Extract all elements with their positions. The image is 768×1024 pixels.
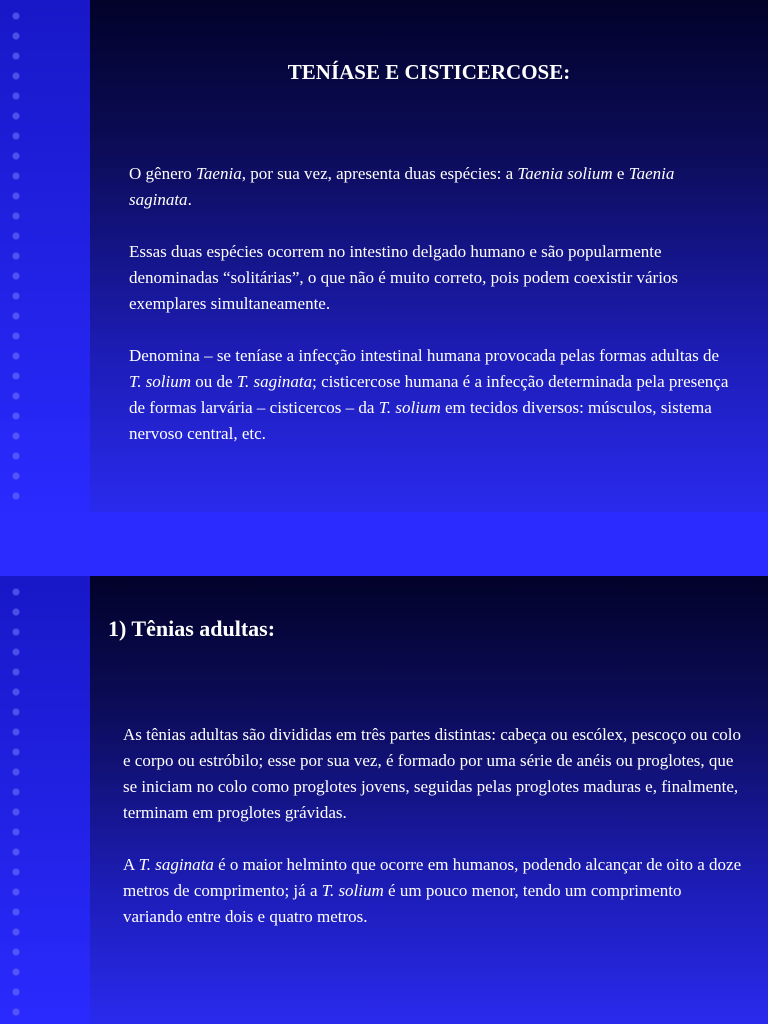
paragraph-genus: O gênero Taenia, por sua vez, apresenta duas espécies: a Taenia solium e Taenia saginata. xyxy=(129,164,675,209)
dot-pattern xyxy=(6,582,26,1024)
slide-2 xyxy=(0,512,768,1024)
slide-separator xyxy=(0,512,768,576)
slide-body xyxy=(129,161,729,473)
slide-title: 1) Tênias adultas: xyxy=(108,616,276,641)
paragraph-size: A T. saginata é o maior helminto que ocorre em humanos, podendo alcançar de oito a doze metros de comprimento; já a T. solium é um pouco menor, tendo um comprimento variando entre dois e quatro metros. xyxy=(123,855,742,926)
left-decorative-strip xyxy=(0,0,90,512)
left-decorative-strip xyxy=(0,576,90,1024)
slide-title: TENÍASE E CISTICERCOSE: xyxy=(287,60,571,84)
dot-pattern xyxy=(6,6,26,506)
paragraph-definition: Denomina – se teníase a infecção intestinal humana provocada pelas formas adultas de T. solium ou de T. saginata; cisticercose humana é a infecção determinada pela presença de formas larvária – cisticercos – da T. solium em tecidos diversos: músculos, sistema nervoso central, etc. xyxy=(129,346,729,443)
paragraph-species: Essas duas espécies ocorrem no intestino delgado humano e são popularmente denominadas “solitárias”, o que não é muito correto, pois podem coexistir vários exemplares simultaneamente. xyxy=(129,242,679,313)
paragraph-structure: As tênias adultas são divididas em três partes distintas: cabeça ou escólex, pescoço ou colo e corpo ou estróbilo; esse por sua vez, é formado por uma série de anéis ou proglotes, que se iniciam no colo como proglotes jovens, seguidas pelas proglotes maduras e, finalmente, terminam em proglotes grávidas. xyxy=(123,725,741,822)
slide-body xyxy=(123,722,743,956)
